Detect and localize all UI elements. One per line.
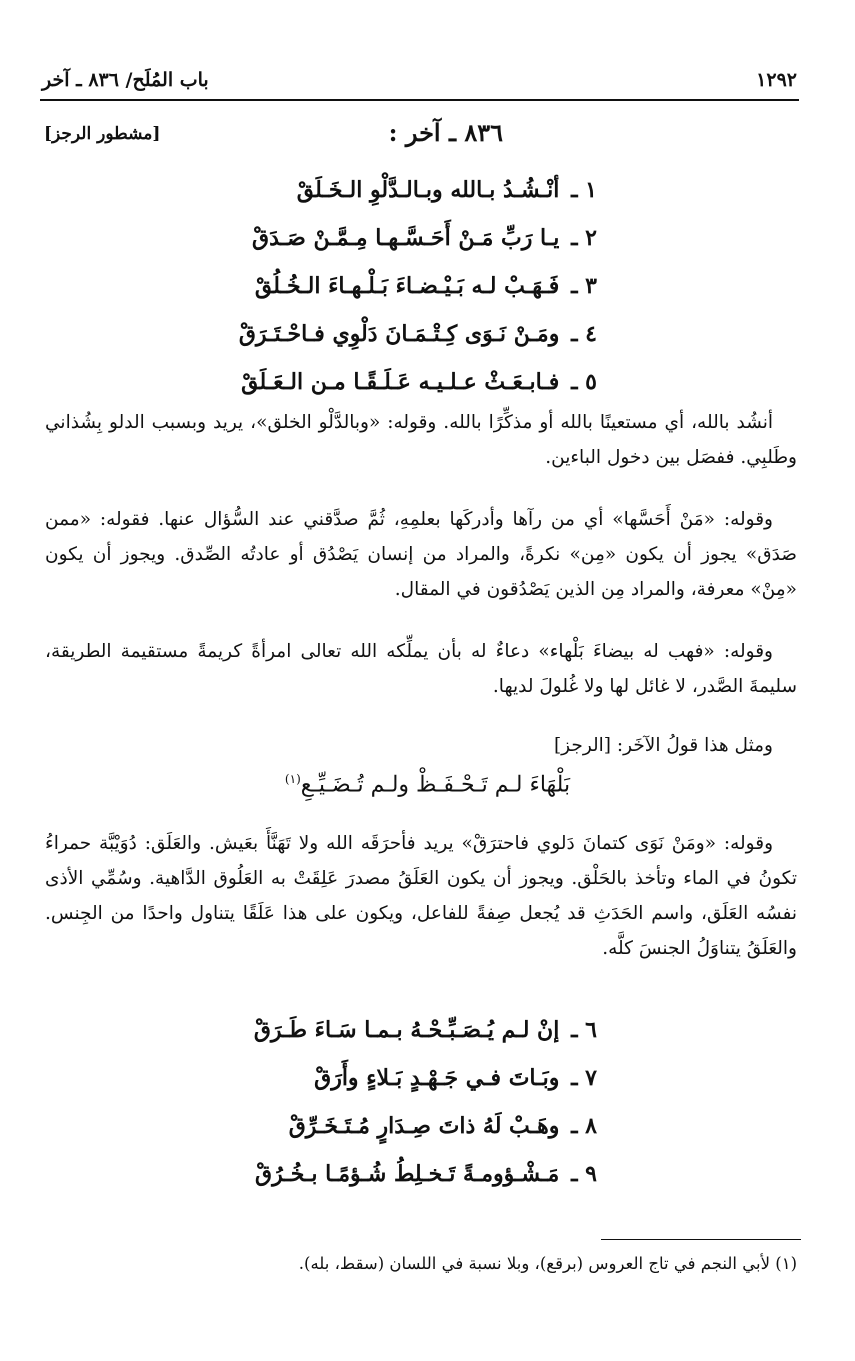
commentary-paragraph-1 bbox=[45, 405, 797, 485]
paragraph-text: وقوله: «ومَنْ نَوَى كتمانَ دَلوي فاحترَقْ» يريد فأحرَقَه الله ولا تَهَنَّأَ بعَيش. والعَلَق: دُوَيْبَّة حمراءُ تكونُ في الماء وتأخذ بالحَلْق. ويجوز أن يكون العَلَقُ مصدرَ عَلِقَتْ به العَلُوق الدَّاهية. وسُمِّي الأذى نفسُه العَلَق، واسم الحَدَثِ قد يُجعل صِفةً للفاعل، ويكون على هذا عَلَقًا يتناول واحدًا من الجِنس. والعَلَقُ يتناوَلُ الجنسَ كلَّه. bbox=[45, 833, 797, 959]
verse-line bbox=[237, 1102, 597, 1150]
commentary-paragraph-4 bbox=[45, 728, 797, 773]
verse-text: أنْـشُـدُ بـالله وبـالـدَّلْوِ الـخَـلَقْ bbox=[296, 177, 560, 203]
verse-text: فَـهَـبْ لـه بَـيْـضـاءَ بَـلْـهـاءَ الـخُـلُقْ bbox=[254, 273, 560, 299]
meter-tag: [مشطور الرجز] bbox=[44, 124, 161, 144]
cited-verse bbox=[0, 772, 855, 797]
footnote: (١) لأبي النجم في تاج العروس (برقع)، وبلا نسبة في اللسان (سقط، بله). bbox=[298, 1254, 797, 1273]
verse-line bbox=[237, 358, 597, 406]
verse-text: فـابـعَـثْ عـلـيـه عَـلَـقًـا مـن الـعَـلَقْ bbox=[241, 369, 560, 395]
verse-text: يـا رَبِّ مَـنْ أَحَـسَّـهـا مِـمَّـنْ صَـدَقْ bbox=[252, 225, 560, 251]
verse-number: ٩ ـ bbox=[571, 1161, 597, 1187]
page-number: ١٢٩٢ bbox=[756, 69, 797, 91]
verse-number: ٦ ـ bbox=[571, 1017, 597, 1043]
verse-block-bottom bbox=[237, 1006, 597, 1198]
verse-number: ٧ ـ bbox=[571, 1065, 597, 1091]
verse-text: وبَـاتَ فـي جَـهْـدٍ بَـلاءٍ وأَرَقْ bbox=[314, 1065, 560, 1091]
page-header bbox=[42, 64, 797, 96]
verse-number: ٢ ـ bbox=[571, 225, 597, 251]
running-title: باب المُلَح/ ٨٣٦ ـ آخر bbox=[42, 69, 209, 91]
header-divider bbox=[40, 99, 799, 101]
verse-number: ١ ـ bbox=[571, 177, 597, 203]
paragraph-text: وقوله: «فهب له بيضاءَ بَلْهاء» دعاءٌ له بأن يملِّكه الله تعالى امرأةً كريمةً مستقيمة الطريقة، سليمةَ الصَّدر، لا غائل لها ولا غُلولَ لديها. bbox=[45, 641, 797, 697]
verse-text: إنْ لـم يُـصَـبِّـحْـهُ بـمـا سَـاءَ طَـرَقْ bbox=[253, 1017, 560, 1043]
cited-verse-text: بَلْهَاءَ لـم تَـحْـفَـظْ ولـم تُـضَـيِّـعِ bbox=[300, 772, 571, 798]
verse-line bbox=[237, 262, 597, 310]
verse-number: ٣ ـ bbox=[571, 273, 597, 299]
verse-line bbox=[237, 214, 597, 262]
verse-text: مَـشْـؤومـةً تَـخـلِطُ شُـؤمًـا بـخُـرُقْ bbox=[255, 1161, 560, 1187]
commentary-paragraph-3 bbox=[45, 634, 797, 714]
verse-line bbox=[237, 310, 597, 358]
paragraph-text: ومثل هذا قولُ الآخَر: [الرجز] bbox=[553, 735, 773, 756]
paragraph-text: أنشُد بالله، أي مستعينًا بالله أو مذكِّرًا بالله. وقوله: «وبالدَّلْو الخلق»، يريد وبسبب الدلو بِشُذاني وطَلبِي. ففصَل بين دخول الباءين. bbox=[45, 412, 797, 468]
verse-line bbox=[237, 1006, 597, 1054]
entry-title: ٨٣٦ ـ آخر : bbox=[388, 118, 503, 147]
verse-line bbox=[237, 1054, 597, 1102]
footnote-marker: (١) bbox=[284, 772, 301, 786]
verse-line bbox=[237, 166, 597, 214]
footnote-divider bbox=[601, 1239, 801, 1240]
verse-text: وهَـبْ لَهُ ذاتَ صِـدَارٍ مُـتَـخَـرِّقْ bbox=[288, 1113, 560, 1139]
commentary-paragraph-5 bbox=[45, 826, 797, 976]
verse-number: ٤ ـ bbox=[571, 321, 597, 347]
verse-block-top bbox=[237, 166, 597, 406]
paragraph-text: وقوله: «مَنْ أَحَسَّها» أي من رآها وأدركَها بعلمِهِ، ثُمَّ صدَّقني عند السُّؤال عنها. فقوله: «ممن صَدَق» يجوز أن يكون «مِن» نكرةً، والمراد من إنسان يَصْدُق أو عادتُه الصِّدق. ويجوز أن يكون «مِنْ» معرفة، والمراد مِن الذين يَصْدُقون في المقال. bbox=[45, 509, 797, 600]
verse-number: ٨ ـ bbox=[571, 1113, 597, 1139]
verse-number: ٥ ـ bbox=[571, 369, 597, 395]
verse-text: ومَـنْ نَـوَى كِـتْـمَـانَ دَلْوِي فـاحْـتَـرَقْ bbox=[238, 321, 560, 347]
verse-line bbox=[237, 1150, 597, 1198]
commentary-paragraph-2 bbox=[45, 502, 797, 617]
